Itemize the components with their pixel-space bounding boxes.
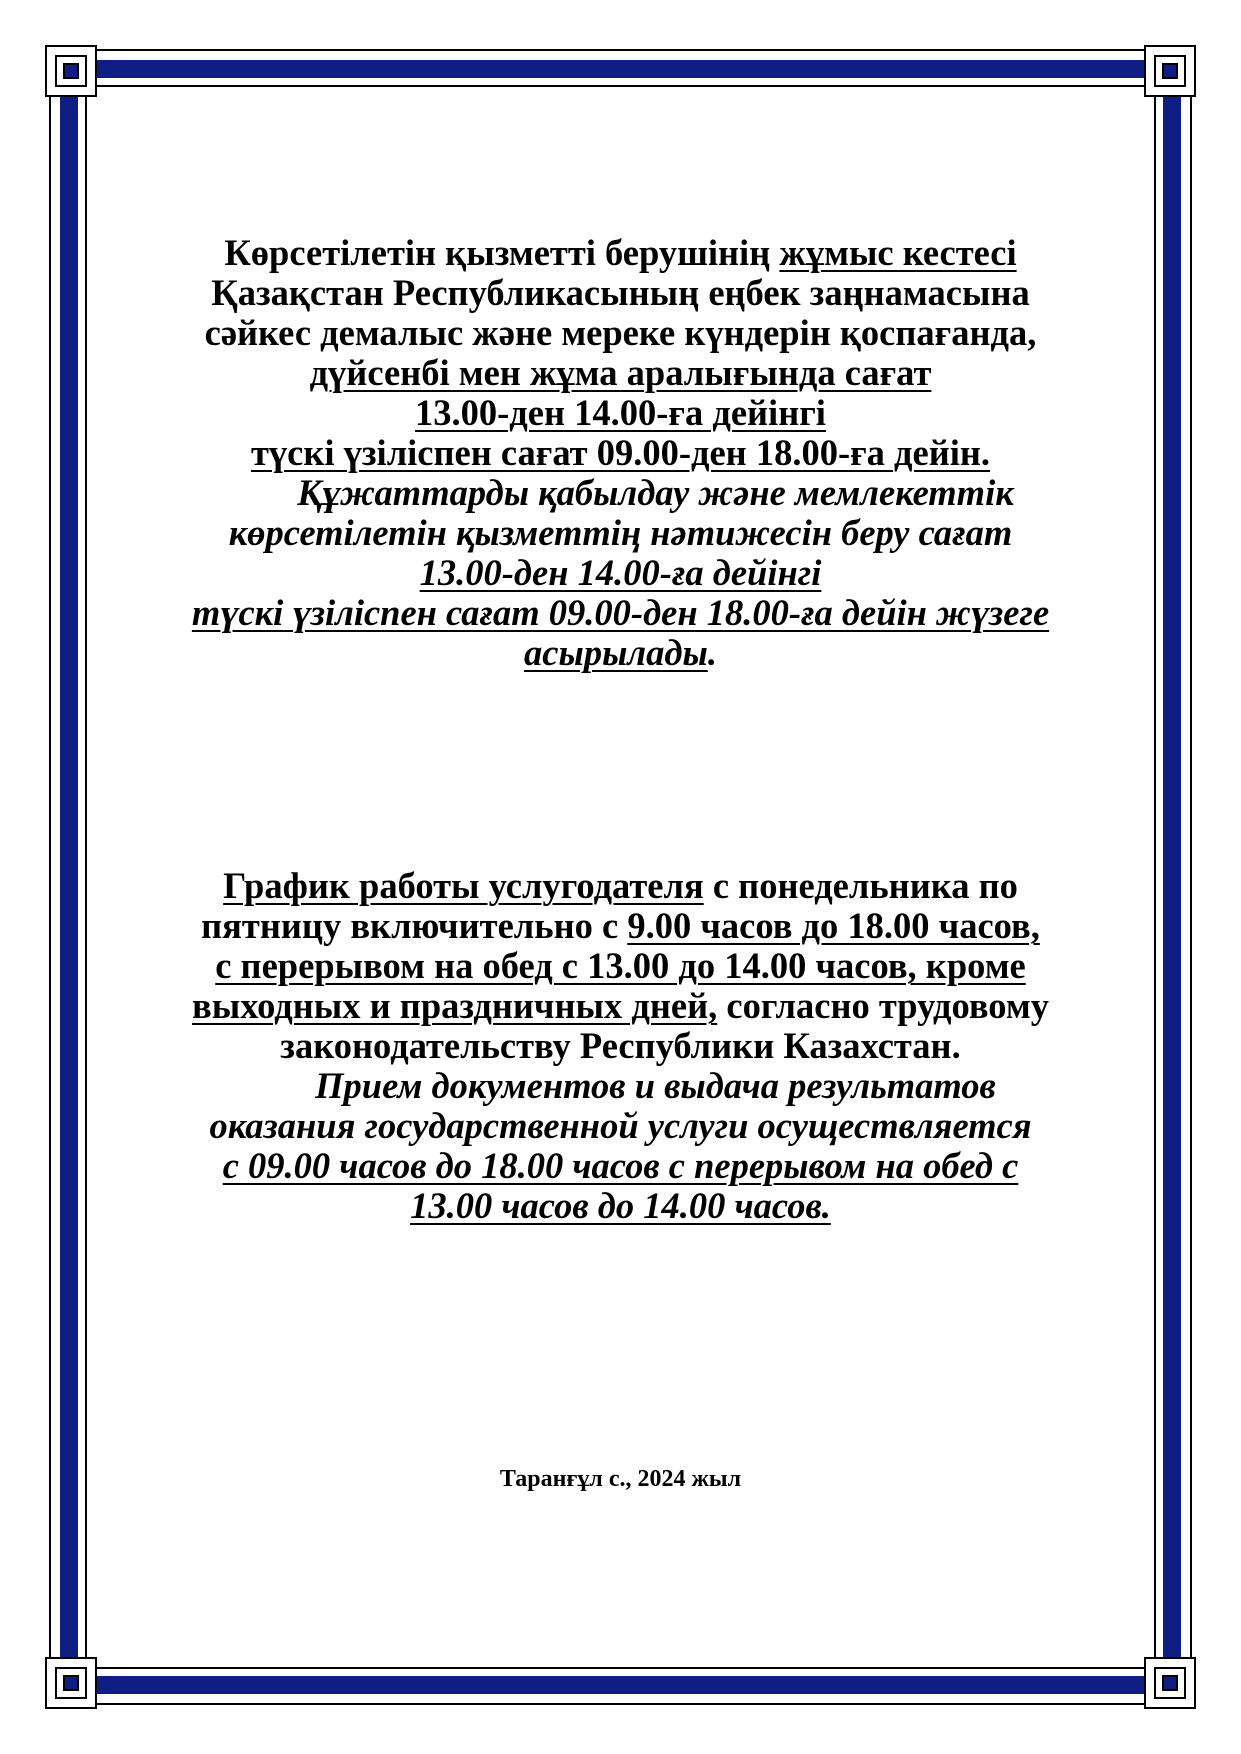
russian-schedule-block bbox=[110, 866, 1131, 1226]
ru-line-1: График работы услугодателя с понедельника по bbox=[223, 865, 1018, 906]
kz-line-1: Көрсетілетін қызметті берушінің жұмыс кестесі bbox=[224, 232, 1017, 273]
kazakh-schedule-block bbox=[110, 233, 1131, 673]
corner-ornament-bottom-right bbox=[1145, 1658, 1195, 1708]
kz-line-11: асырылады. bbox=[524, 632, 717, 673]
ru-line-5: законодательству Республики Казахстан. bbox=[280, 1025, 961, 1066]
kz-line-2: Қазақстан Республикасының еңбек заңнамасына bbox=[211, 272, 1030, 313]
kz-line-10: түскі үзіліспен сағат 09.00-ден 18.00-ға дейін жүзеге bbox=[191, 592, 1050, 633]
ru-line-2: пятницу включительно с 9.00 часов до 18.00 часов, bbox=[201, 905, 1040, 946]
corner-ornament-top-right bbox=[1145, 46, 1195, 96]
kz-line-6: түскі үзіліспен сағат 09.00-ден 18.00-ға дейін. bbox=[250, 432, 991, 473]
kz-line-3: сәйкес демалыс және мереке күндерін қоспағанда, bbox=[204, 312, 1037, 353]
footer-location-year: Таранғұл с., 2024 жыл bbox=[499, 1466, 742, 1492]
kz-line-8: көрсетілетін қызметтің нәтижесін беру сағат bbox=[228, 512, 1013, 553]
kz-line-7: Құжаттарды қабылдау және мемлекеттік bbox=[297, 472, 1014, 513]
kz-line-5: 13.00-ден 14.00-ға дейінгі bbox=[415, 392, 826, 433]
corner-ornament-top-left bbox=[46, 46, 96, 96]
ru-line-3: с перерывом на обед с 13.00 до 14.00 часов, кроме bbox=[215, 945, 1026, 986]
ru-line-6: Прием документов и выдача результатов bbox=[315, 1065, 996, 1106]
ru-line-9: 13.00 часов до 14.00 часов. bbox=[410, 1185, 831, 1226]
ru-line-4: выходных и праздничных дней, согласно трудовому bbox=[192, 985, 1049, 1026]
corner-ornament-bottom-left bbox=[46, 1658, 96, 1708]
ru-line-7: оказания государственной услуги осуществляется bbox=[209, 1105, 1032, 1146]
kz-line-9: 13.00-ден 14.00-ға дейінгі bbox=[419, 552, 822, 593]
kz-line-4: дүйсенбі мен жұма аралығында сағат bbox=[309, 352, 932, 393]
ru-line-8: с 09.00 часов до 18.00 часов с перерывом на обед с bbox=[222, 1145, 1019, 1186]
